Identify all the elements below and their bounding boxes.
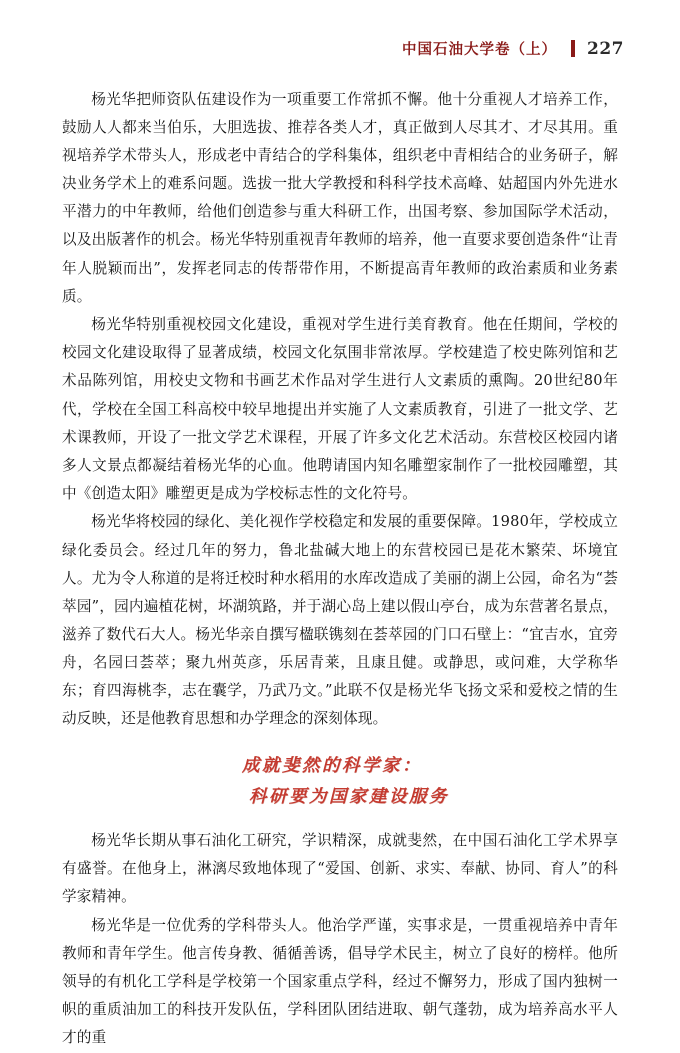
page-content — [62, 86, 618, 1053]
body-paragraph: 杨光华将校园的绿化、美化视作学校稳定和发展的重要保障。1980年，学校成立绿化委员会。经过几年的努力，鲁北盐碱大地上的东营校园已是花木繁荣、坏境宜人。尤为令人称道的是将迁校时种水稻用的水库改造成了美丽的湖上公园，命名为“荟萃园”，园内遍植花树，坏湖筑路，并于湖心岛上建以假山亭台，成为东营著名景点，滋养了数代石大人。杨光华亲自撰写楹联镌刻在荟萃园的门口石壁上：“宜吉水，宜旁舟，名园曰荟萃；聚九州英彦，乐居青莱，且康且健。或静思，或问难，大学称华东；育四海桃李，志在囊学，乃武乃文。”此联不仅是杨光华飞扬文采和爱校之情的生动反映，还是他教育思想和办学理念的深刻体现。 — [62, 513, 618, 728]
page-header — [0, 38, 624, 59]
page-number: 227 — [587, 38, 624, 59]
header-divider-icon — [571, 40, 575, 57]
body-paragraph: 杨光华特别重视校园文化建设，重视对学生进行美育教育。他在任期间，学校的校园文化建设取得了显著成绩，校园文化氛围非常浓厚。学校建造了校史陈列馆和艺术品陈列馆，用校史文物和书画艺术作品对学生进行人文素质的熏陶。20世纪80年代，学校在全国工科高校中较早地提出并实施了人文素质教育，引进了一批文学、艺术课教师，开设了一批文学艺术课程，开展了许多文化艺术活动。东营校区校园内诸多人文景点都凝结着杨光华的心血。他聘请国内知名雕塑家制作了一批校园雕塑，其中《创造太阳》雕塑更是成为学校标志性的文化符号。 — [62, 316, 618, 502]
body-paragraph: 杨光华把师资队伍建设作为一项重要工作常抓不懈。他十分重视人才培养工作，鼓励人人都来当伯乐，大胆选拔、推荐各类人才，真正做到人尽其才、才尽其用。重视培养学术带头人，形成老中青结合的学科集体，组织老中青相结合的业务研子，解决业务学术上的难系问题。选拔一批大学教授和科科学技术高峰、姑超国内外先进水平潜力的中年教师，给他们创造参与重大科研工作，出国考察、参加国际学术活动，以及出版著作的机会。杨光华特别重视青年教师的培养，他一直要求要创造条件“让青年人脱颖而出”，发挥老同志的传帮带作用，不断提高青年教师的政治素质和业务素质。 — [62, 91, 618, 305]
section-heading-line-2: 科研要为国家建设服务 — [249, 787, 449, 808]
body-paragraph: 杨光华长期从事石油化工研究，学识精深，成就斐然，在中国石油化工学术界享有盛誉。在他身上，淋漓尽致地体现了“爱国、创新、求实、奉献、协同、育人”的科学家精神。 — [62, 832, 618, 906]
body-paragraph: 杨光华是一位优秀的学科带头人。他治学严谨，实事求是，一贯重视培养中青年教师和青年学生。他言传身教、循循善诱，倡导学术民主，树立了良好的榜样。他所领导的有机化工学科是学校第一个国家重点学科，经过不懈努力，形成了国内独树一帜的重质油加工的科技开发队伍，学科团队团结进取、朝气蓬勃，成为培养高水平人才的重 — [62, 916, 618, 1047]
section-heading — [62, 751, 618, 813]
section-heading-line-1: 成就斐然的科学家： — [242, 756, 422, 777]
book-title: 中国石油大学卷（上） — [402, 41, 557, 58]
